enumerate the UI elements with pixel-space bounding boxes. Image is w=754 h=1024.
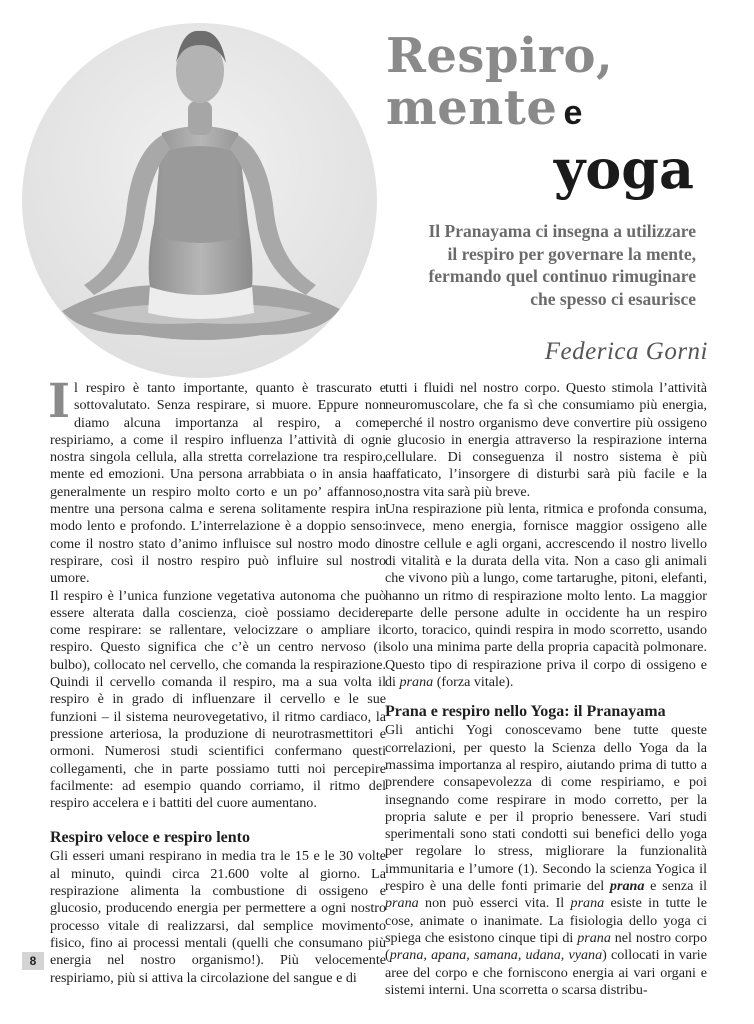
drop-cap: I [48,374,70,429]
title-word-mente: mente [386,80,558,136]
prana-types-list: prana, apana, samana, udana, vyana [389,947,603,964]
term-prana: prana [399,674,434,691]
paragraph-text: Gli antichi Yogi conoscevamo bene tutte queste correlazioni, per questo la Scienza dello Yoga da la massima importanza al respiro, aiutando prima di tutto a prendere consapevolezza di come respiriamo, e poi insegnando come respirare in modo corretto, per la propria salute e per il proprio benessere. Vari studi sperimentali sono stati condotti sui benefici dello yoga per regolare lo stress, migliorare la funzionalità immunitaria e l’umore (1). Secondo la scienza Yogica il respiro è una delle fonti primarie del [385,722,707,895]
page-number: 8 [22,952,44,970]
paragraph: tutti i fluidi nel nostro corpo. Questo stimola l’attività neuromuscolare, che fa sì che consumiamo più energia, perché il nostro organismo deve convertire più ossigeno e glucosio in energia attraverso la respirazione interna cellulare. Di conseguenza il nostro sistema è più affaticato, l’insorgere di disturbi sarà più facile e la nostra vita sarà più breve. [385,380,707,500]
title-line-1: Respiro, [386,28,614,84]
paragraph: Il respiro è l’unica funzione vegetativa autonoma che può essere alterata dalla coscienza, cioè possiamo decidere come respirare: se rallentare, velocizzare o ampliare il respiro. Questo significa che c’è un centro nervoso (il bulbo), collocato nel cervello, che comanda la respirazione. Quindi il cervello comanda il respiro, ma a sua volta il respiro è in grado di influenzare il cervello e le sue funzioni – il sistema neurovegetativo, il ritmo cardiaco, la pressione arteriosa, la produzione di neurotrasmettitori e ormoni. Numerosi studi scientifici confermano questi collegamenti, che in parte possiamo tutti noi percepire facilmente: ad esempio quando corriamo, il ritmo del respiro accelera e i battiti del cuore aumentano. [50,587,386,812]
paragraph-text: (forza vitale). [436,674,514,691]
paragraph-text: Una respirazione più lenta, ritmica e profonda consuma, invece, meno energia, fornisce maggior ossigeno alle nostre cellule e agli organi, accrescendo il nostro livello di vitalità e la durata della vita. Non a caso gli animali che vivono più a lungo, come tartarughe, pitoni, elefanti, hanno un ritmo di respirazione molto lento. La maggior parte delle persone adulte in occidente ha un respiro corto, toracico, quindi respira in modo scorretto, usando solo una minima parte della propria capacità polmonare. Questo tipo di respirazione priva il corpo di ossigeno e di [385,501,707,691]
article-subtitle [378,220,696,310]
subtitle-line: che spesso ci esaurisce [530,288,696,309]
paragraph [385,501,707,691]
title-line-2 [386,82,726,139]
paragraph: Gli esseri umani respirano in media tra le 15 e le 30 volte al minuto, quindi circa 21.600 volte al giorno. La respirazione alimenta la combustione di ossigeno e glucosio, producendo energia per permettere a ogni nostro processo vitale di realizzarsi, dal semplice movimento fisico, fino ai processi mentali (quelli che consumano più energia nel nostro organismo!). Più velocemente respiriamo, più si attiva la circolazione del sangue e di [50,848,386,986]
section-heading: Prana e respiro nello Yoga: il Pranayama [385,703,666,721]
title-conjunction: e [563,94,583,132]
term-prana: prana [570,895,605,912]
paragraph-text: nel nostro corpo ( [385,929,707,964]
article-title [386,30,726,199]
paragraph-text: l respiro è tanto importante, quanto è trascurato e sottovalutato. Senza respirare, si muore. Eppure non diamo alcuna importanza al respiro, a come respiriamo, a come il respiro influenza l’attività di ogni nostra singola cellula, alla stretta correlazione tra respiro, mente ed emozioni. Una persona arrabbiata o in ansia ha generalmente un respiro molto corto e un po’ affannoso, mentre una persona calma e serena solitamente respira in modo lento e profondo. L’interrelazione è a doppio senso: come il nostro stato d’animo influisce sul nostro modo di respirare, così il nostro respiro può influire sul nostro umore. [50,380,386,587]
author-byline: Federica Gorni [544,338,708,365]
term-prana-emphasis: prana [609,878,645,895]
left-column [48,374,386,987]
woman-meditating-lotus-pose-icon [22,23,377,378]
term-prana: prana [577,929,611,946]
paragraph-text: ) collocati in varie aree del corpo e che forniscono energia ai vari organi e sistemi interni. Una scorretta o scarsa distribu- [385,947,707,998]
yoga-photo [22,23,377,378]
right-column [385,380,707,999]
section-heading: Respiro veloce e respiro lento [50,829,250,847]
paragraph-text: e senza il [650,878,707,895]
paragraph [385,722,707,999]
paragraph-text: non può esserci vita. Il [425,895,565,912]
term-prana: prana [385,895,419,912]
subtitle-line: Il Pranayama ci insegna a utilizzare [428,221,696,241]
title-line-3: yoga [553,137,694,201]
subtitle-line: fermando quel continuo rimuginare [428,266,696,286]
paragraph-text: esiste in tutte le cose, animate o inanimate. La fisiologia dello yoga ci spiega che esistono cinque tipi di [385,895,707,946]
subtitle-line: il respiro per governare la mente, [447,243,696,264]
paragraph [48,374,386,588]
